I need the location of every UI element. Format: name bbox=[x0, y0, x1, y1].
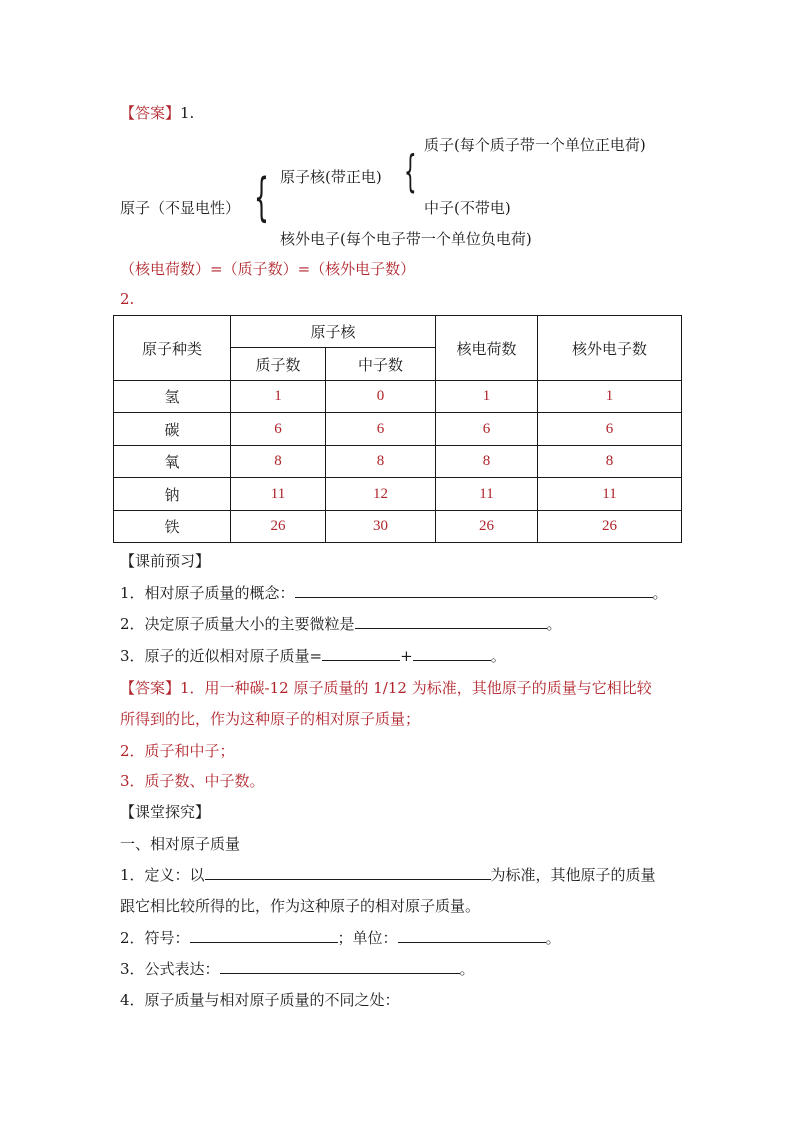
period: 。 bbox=[546, 615, 562, 633]
electron-value: 11 bbox=[538, 478, 682, 511]
header-nuclear-charge: 核电荷数 bbox=[436, 316, 538, 381]
table-row bbox=[114, 446, 682, 478]
neutron-label: 中子(不带电) bbox=[424, 199, 511, 217]
preview-answer-1-continued: 所得到的比，作为这种原子的相对原子质量； bbox=[120, 710, 421, 728]
difference-line: 4．原子质量与相对原子质量的不同之处： bbox=[120, 991, 400, 1009]
answer-tag: 【答案】 bbox=[120, 104, 181, 122]
formula-line bbox=[120, 958, 475, 979]
table-row bbox=[114, 381, 682, 413]
nucleus-label: 原子核(带正电) bbox=[280, 168, 382, 186]
header-atom-type: 原子种类 bbox=[114, 316, 231, 381]
outer-brace-icon: { bbox=[254, 168, 269, 228]
neutron-value: 12 bbox=[326, 478, 436, 511]
answer-tag: 【答案】 bbox=[120, 679, 181, 697]
electron-value: 6 bbox=[538, 413, 682, 446]
answer-blank[interactable] bbox=[295, 583, 653, 598]
element-name: 钠 bbox=[114, 478, 231, 511]
atom-structure-table bbox=[113, 315, 682, 543]
question-text: 2．决定原子质量大小的主要微粒是 bbox=[120, 615, 355, 633]
question-text: 1．相对原子质量的概念： bbox=[120, 584, 295, 602]
electron-label: 核外电子(每个电子带一个单位负电荷) bbox=[280, 230, 532, 248]
answer-blank[interactable] bbox=[220, 959, 460, 974]
question-text: 3．原子的近似相对原子质量= bbox=[120, 647, 323, 665]
neutron-value: 30 bbox=[326, 511, 436, 543]
inner-brace-icon: { bbox=[404, 146, 417, 197]
answer-blank[interactable] bbox=[355, 614, 547, 629]
definition-prefix: 1．定义：以 bbox=[120, 866, 205, 884]
charge-value: 6 bbox=[436, 413, 538, 446]
header-electron-count: 核外电子数 bbox=[538, 316, 682, 381]
answer-1-heading bbox=[120, 102, 194, 123]
electron-value: 26 bbox=[538, 511, 682, 543]
period: 。 bbox=[545, 929, 561, 947]
charge-value: 8 bbox=[436, 446, 538, 478]
element-name: 铁 bbox=[114, 511, 231, 543]
preview-answer-3: 3．质子数、中子数。 bbox=[120, 772, 265, 790]
proton-value: 8 bbox=[231, 446, 326, 478]
neutron-value: 0 bbox=[326, 381, 436, 413]
neutron-value: 8 bbox=[326, 446, 436, 478]
definition-line bbox=[120, 864, 656, 885]
header-neutron-count: 中子数 bbox=[326, 348, 436, 381]
answer-2-number: 2. bbox=[120, 290, 135, 308]
explore-title: 【课堂探究】 bbox=[120, 803, 211, 821]
header-proton-count: 质子数 bbox=[231, 348, 326, 381]
element-name: 氧 bbox=[114, 446, 231, 478]
table-row bbox=[114, 413, 682, 446]
answer-blank[interactable] bbox=[322, 646, 400, 661]
element-name: 氢 bbox=[114, 381, 231, 413]
answer-text: 1．用一种碳-12 原子质量的 1/12 为标准，其他原子的质量与它相比较 bbox=[180, 679, 652, 697]
charge-value: 11 bbox=[436, 478, 538, 511]
preview-question-2 bbox=[120, 613, 562, 634]
definition-continued: 跟它相比较所得的比，作为这种原子的相对原子质量。 bbox=[120, 897, 481, 915]
preview-answer-2: 2．质子和中子； bbox=[120, 742, 235, 760]
section-heading: 一、相对原子质量 bbox=[120, 835, 241, 853]
electron-value: 1 bbox=[538, 381, 682, 413]
charge-equation: （核电荷数）=（质子数）=（核外电子数） bbox=[120, 260, 416, 278]
period: 。 bbox=[652, 584, 668, 602]
plus-sign: + bbox=[400, 647, 413, 665]
preview-answer-1 bbox=[120, 677, 652, 698]
neutron-value: 6 bbox=[326, 413, 436, 446]
element-name: 碳 bbox=[114, 413, 231, 446]
atom-label: 原子（不显电性） bbox=[120, 199, 241, 217]
answer-blank[interactable] bbox=[413, 646, 491, 661]
header-nucleus: 原子核 bbox=[231, 316, 436, 348]
electron-value: 8 bbox=[538, 446, 682, 478]
unit-label: ；单位： bbox=[337, 929, 398, 947]
charge-value: 1 bbox=[436, 381, 538, 413]
charge-value: 26 bbox=[436, 511, 538, 543]
preview-title: 【课前预习】 bbox=[120, 552, 211, 570]
period: 。 bbox=[459, 960, 475, 978]
preview-question-3 bbox=[120, 645, 506, 666]
formula-label: 3．公式表达： bbox=[120, 960, 220, 978]
proton-value: 26 bbox=[231, 511, 326, 543]
period: 。 bbox=[490, 647, 506, 665]
answer-blank[interactable] bbox=[205, 865, 491, 880]
answer-blank[interactable] bbox=[398, 928, 546, 943]
table-row bbox=[114, 511, 682, 543]
proton-value: 11 bbox=[231, 478, 326, 511]
answer-blank[interactable] bbox=[190, 928, 338, 943]
table-row bbox=[114, 478, 682, 511]
preview-question-1 bbox=[120, 582, 668, 603]
proton-label: 质子(每个质子带一个单位正电荷) bbox=[424, 136, 646, 154]
definition-suffix: 为标准，其他原子的质量 bbox=[490, 866, 656, 884]
proton-value: 6 bbox=[231, 413, 326, 446]
proton-value: 1 bbox=[231, 381, 326, 413]
answer-number: 1. bbox=[180, 104, 195, 122]
symbol-unit-line bbox=[120, 927, 561, 948]
table-header-row bbox=[114, 316, 682, 348]
symbol-label: 2．符号： bbox=[120, 929, 190, 947]
